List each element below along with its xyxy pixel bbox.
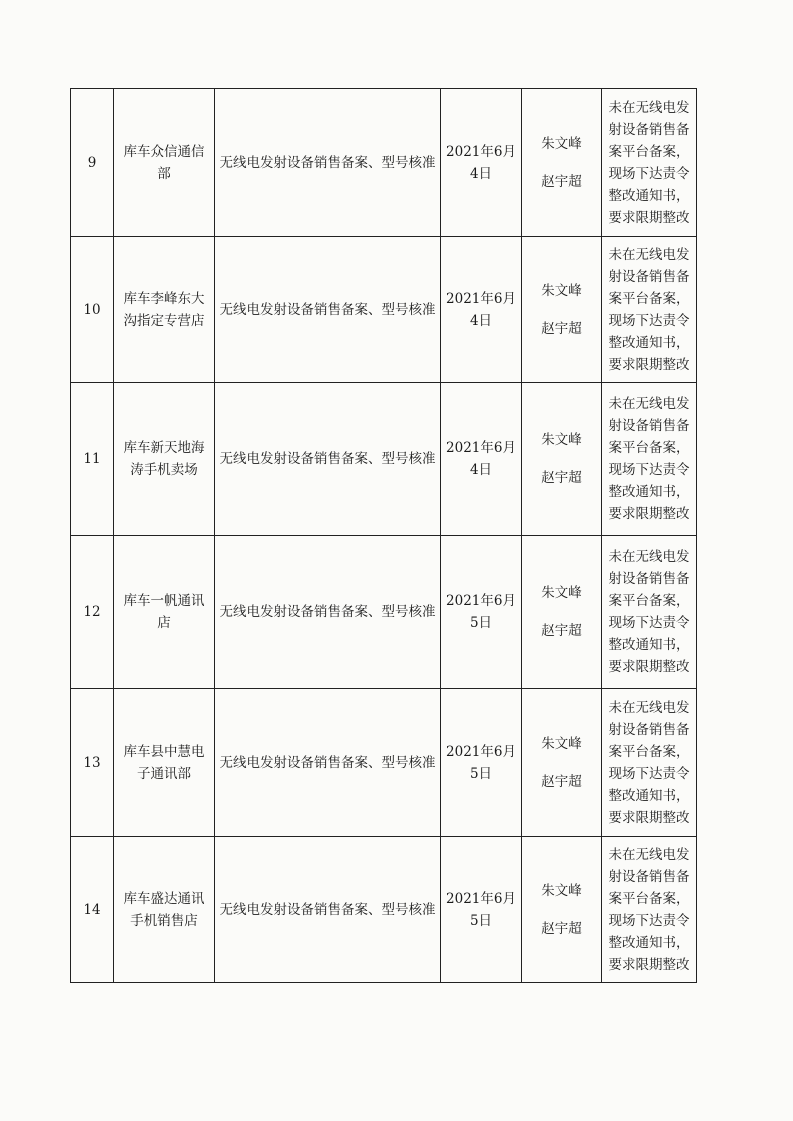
inspection-result: 未在无线电发射设备销售备案平台备案，现场下达责令整改通知书，要求限期整改 [602,837,697,983]
inspector-name: 朱文峰 [541,735,582,752]
inspection-item: 无线电发射设备销售备案、型号核准 [215,383,441,536]
inspectors [522,689,602,837]
inspectors [522,837,602,983]
table-row [71,237,697,383]
table-row [71,536,697,689]
inspection-item: 无线电发射设备销售备案、型号核准 [215,837,441,983]
inspector-name: 朱文峰 [541,282,582,299]
inspector-name: 朱文峰 [541,882,582,899]
store-name: 库车县中慧电子通讯部 [114,689,215,837]
inspectors [522,237,602,383]
inspectors [522,383,602,536]
inspector-name: 赵宇超 [541,320,582,337]
inspection-result: 未在无线电发射设备销售备案平台备案，现场下达责令整改通知书，要求限期整改 [602,89,697,237]
inspection-table [70,88,697,983]
inspection-date: 2021年6月5日 [441,689,522,837]
store-name: 库车一帆通讯店 [114,536,215,689]
row-index: 11 [71,383,114,536]
store-name: 库车李峰东大沟指定专营店 [114,237,215,383]
row-index: 12 [71,536,114,689]
inspection-date: 2021年6月5日 [441,536,522,689]
table-row [71,837,697,983]
inspector-name: 赵宇超 [541,470,582,486]
inspector-name: 朱文峰 [541,432,582,448]
inspection-item: 无线电发射设备销售备案、型号核准 [215,237,441,383]
inspection-date: 2021年6月4日 [441,89,522,237]
inspection-item: 无线电发射设备销售备案、型号核准 [215,536,441,689]
inspection-date: 2021年6月4日 [441,237,522,383]
inspection-item: 无线电发射设备销售备案、型号核准 [215,689,441,837]
store-name: 库车盛达通讯手机销售店 [114,837,215,983]
inspection-date: 2021年6月5日 [441,837,522,983]
inspectors [522,89,602,237]
table-row [71,689,697,837]
inspection-result: 未在无线电发射设备销售备案平台备案，现场下达责令整改通知书，要求限期整改 [602,536,697,689]
inspector-name: 赵宇超 [541,920,582,937]
table-row [71,383,697,536]
row-index: 13 [71,689,114,837]
inspection-result: 未在无线电发射设备销售备案平台备案，现场下达责令整改通知书，要求限期整改 [602,383,697,536]
inspector-name: 赵宇超 [541,173,582,190]
row-index: 10 [71,237,114,383]
inspection-result: 未在无线电发射设备销售备案平台备案，现场下达责令整改通知书，要求限期整改 [602,689,697,837]
inspection-item: 无线电发射设备销售备案、型号核准 [215,89,441,237]
store-name: 库车众信通信部 [114,89,215,237]
store-name: 库车新天地海涛手机卖场 [114,383,215,536]
table-row [71,89,697,237]
inspection-result: 未在无线电发射设备销售备案平台备案，现场下达责令整改通知书，要求限期整改 [602,237,697,383]
inspector-name: 朱文峰 [541,585,582,601]
inspector-name: 朱文峰 [541,135,582,152]
inspectors [522,536,602,689]
inspection-date: 2021年6月4日 [441,383,522,536]
inspector-name: 赵宇超 [541,623,582,639]
inspector-name: 赵宇超 [541,773,582,790]
row-index: 14 [71,837,114,983]
row-index: 9 [71,89,114,237]
